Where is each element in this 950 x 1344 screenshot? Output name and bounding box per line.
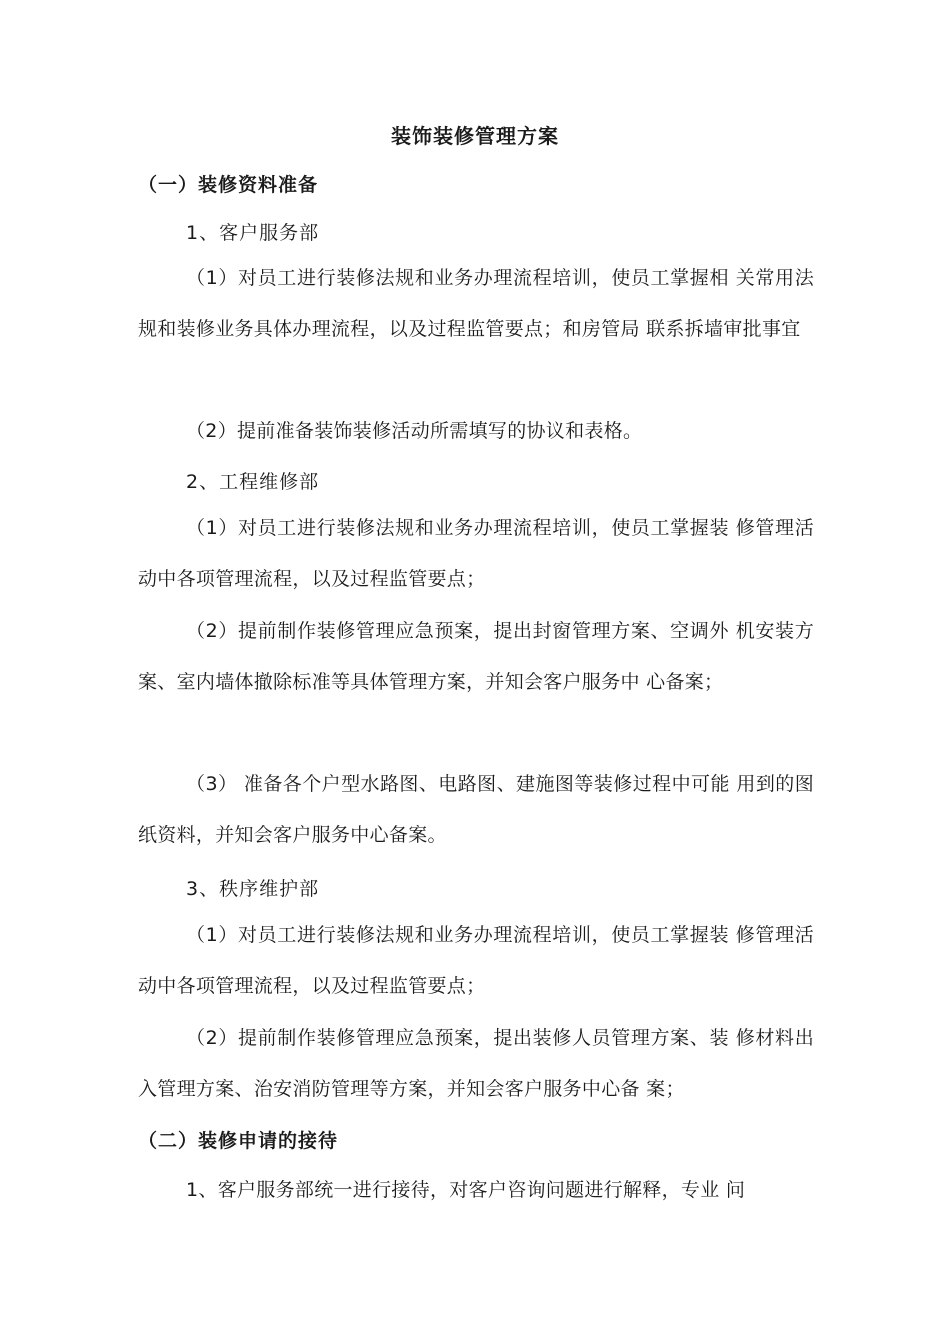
section-heading-2: （二）装修申请的接待	[138, 1130, 339, 1152]
paragraph: 1、客户服务部统一进行接待，对客户咨询问题进行解释，专业 问	[186, 1179, 746, 1201]
section-heading-1: （一）装修资料准备	[138, 174, 319, 196]
paragraph: （3） 准备各个户型水路图、电路图、建施图等装修过程中可能 用到的图纸资料，并知会客户服务中心备案。	[138, 773, 814, 846]
subheading-engineering: 2、工程维修部	[186, 471, 320, 493]
paragraph: （2）提前制作装修管理应急预案，提出装修人员管理方案、装 修材料出入管理方案、治安消防管理等方案，并知会客户服务中心备 案；	[138, 1027, 814, 1100]
paragraph: （2）提前准备装饰装修活动所需填写的协议和表格。	[186, 420, 643, 442]
paragraph: （1）对员工进行装修法规和业务办理流程培训，使员工掌握相 关常用法规和装修业务具体办理流程，以及过程监管要点；和房管局 联系拆墙审批事宜	[138, 267, 814, 340]
subheading-order-maintenance: 3、秩序维护部	[186, 878, 320, 900]
paragraph: （2）提前制作装修管理应急预案，提出封窗管理方案、空调外 机安装方案、室内墙体撤除标准等具体管理方案，并知会客户服务中 心备案；	[138, 620, 814, 693]
paragraph: （1）对员工进行装修法规和业务办理流程培训，使员工掌握装 修管理活动中各项管理流程，以及过程监管要点；	[138, 517, 814, 590]
document-title: 装饰装修管理方案	[391, 124, 559, 148]
subheading-customer-service: 1、客户服务部	[186, 222, 320, 244]
paragraph: （1）对员工进行装修法规和业务办理流程培训，使员工掌握装 修管理活动中各项管理流程，以及过程监管要点；	[138, 924, 814, 997]
